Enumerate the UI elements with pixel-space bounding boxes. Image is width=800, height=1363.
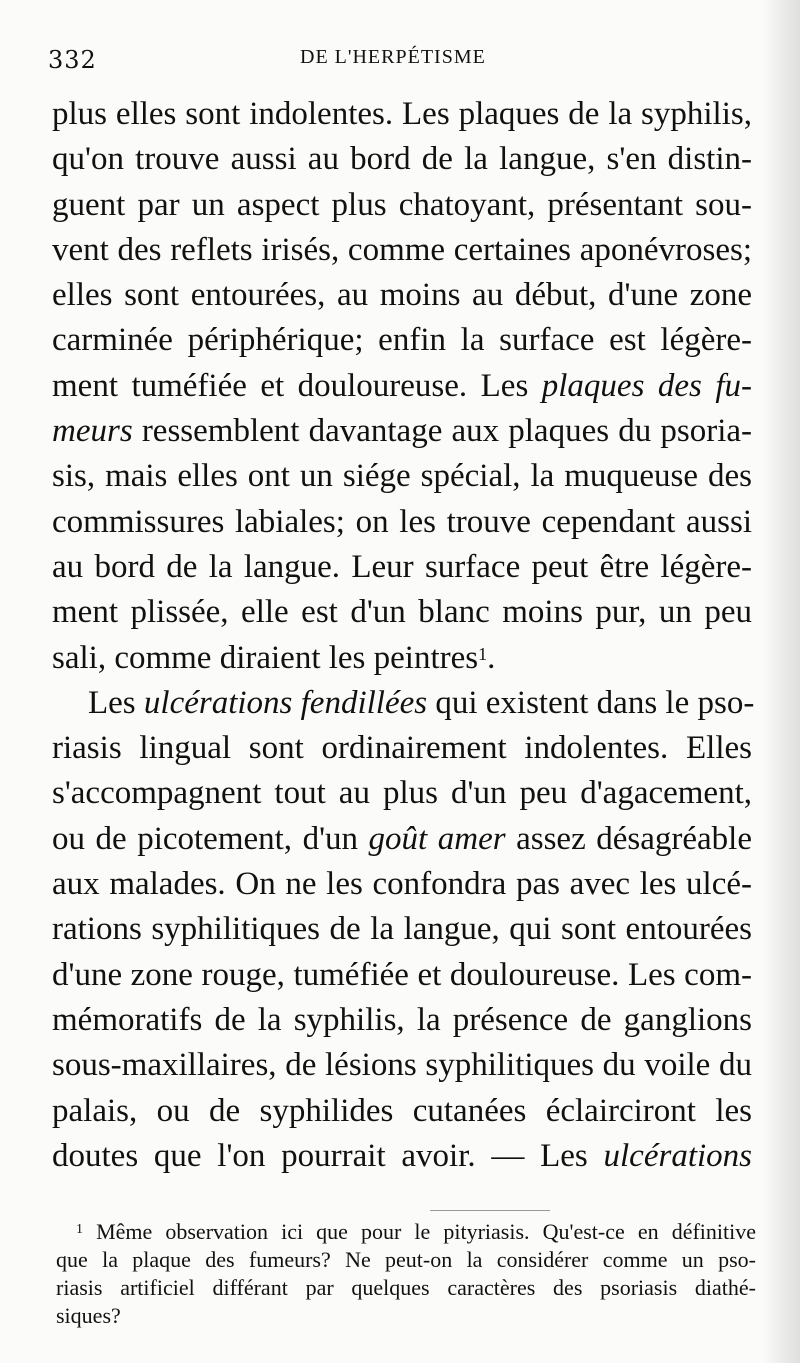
footnote-line — [56, 1302, 756, 1330]
body-line — [52, 92, 752, 137]
text-run: commissures labiales; on les trouve cependant aussi — [52, 503, 752, 540]
body-line — [52, 907, 752, 952]
footnote-marker: 1 — [478, 643, 488, 664]
text-run: qui existent dans le pso- — [427, 684, 755, 721]
body-line — [52, 1089, 752, 1134]
body-line — [52, 545, 752, 590]
footnote-line — [56, 1246, 756, 1274]
body-line — [52, 1043, 752, 1088]
text-run: doutes que l'on pourrait avoir. — Les — [52, 1137, 604, 1174]
text-run: sous-maxillaires, de lésions syphilitiques du voile du — [52, 1047, 752, 1084]
body-line — [52, 500, 752, 545]
body-line — [52, 318, 752, 363]
footnotes — [56, 1218, 756, 1330]
text-run: qu'on trouve aussi au bord de la langue, s'en distin- — [52, 141, 752, 178]
body-line — [52, 953, 752, 998]
body-line — [52, 137, 752, 182]
text-run: sis, mais elles ont un siége spécial, la muqueuse des — [52, 458, 752, 495]
text-run: d'une zone rouge, tuméfiée et douloureuse. Les com- — [52, 956, 752, 993]
page-number: 332 — [48, 46, 97, 74]
body-line — [52, 681, 755, 726]
text-run: au bord de la langue. Leur surface peut être légère- — [52, 548, 752, 585]
body-line — [52, 409, 752, 454]
text-run: guent par un aspect plus chatoyant, présentant sou- — [52, 186, 752, 223]
running-head: DE L'HERPÉTISME — [300, 46, 486, 68]
text-run: riasis lingual sont ordinairement indolentes. Elles — [52, 730, 752, 767]
text-run: Même observation ici que pour le pityriasis. Qu'est-ce en définitive — [83, 1219, 756, 1244]
body-line — [52, 454, 752, 499]
text-run: plus elles sont indolentes. Les plaques de la syphilis, — [52, 96, 752, 132]
body-line — [52, 1134, 752, 1179]
text-run: ou de picotement, d'un — [52, 820, 369, 857]
italic-text: goût amer — [368, 820, 506, 857]
body-line — [52, 862, 752, 907]
text-run: siques? — [56, 1303, 121, 1328]
text-run: Les — [88, 684, 144, 721]
text-run: assez désagréable — [505, 820, 752, 857]
footnote-marker: 1 — [76, 1222, 83, 1237]
italic-text: ulcérations fendillées — [143, 684, 428, 721]
body-line — [52, 364, 752, 409]
body-line — [52, 228, 752, 273]
text-run: ment plissée, elle est d'un blanc moins pur, un peu — [52, 594, 752, 631]
text-run: s'accompagnent tout au plus d'un peu d'agacement, — [52, 775, 752, 812]
text-run: ment tuméfiée et douloureuse. Les — [52, 367, 542, 404]
italic-text: ulcérations — [603, 1137, 752, 1174]
italic-text: plaques des fu- — [541, 367, 752, 404]
footnote-line — [56, 1218, 756, 1246]
page-edge-shadow — [762, 0, 800, 1363]
text-run: . — [487, 639, 496, 676]
text-run: carminée périphérique; enfin la surface est légère- — [52, 322, 752, 359]
body-line — [52, 636, 752, 681]
italic-text: meurs — [52, 413, 133, 450]
body-line — [52, 273, 752, 318]
text-run: sali, comme diraient les peintres — [52, 639, 479, 676]
text-run: rations syphilitiques de la langue, qui sont entourées — [52, 911, 752, 948]
text-run: vent des reflets irisés, comme certaines aponévroses; — [52, 231, 752, 268]
body-line — [52, 998, 752, 1043]
text-run: palais, ou de syphilides cutanées éclairciront les — [52, 1092, 752, 1129]
text-run: mémoratifs de la syphilis, la présence de ganglions — [52, 1001, 752, 1038]
body-line — [52, 726, 752, 771]
footnote-divider — [430, 1210, 550, 1211]
footnote-line — [56, 1274, 756, 1302]
page-header — [48, 40, 760, 80]
text-run: riasis artificiel différant par quelques caractères des psoriasis diathé- — [56, 1275, 756, 1300]
body-line — [52, 183, 752, 228]
body-text — [52, 92, 755, 1179]
body-line — [52, 771, 752, 816]
text-run: elles sont entourées, au moins au début, d'une zone — [52, 277, 752, 314]
text-run: que la plaque des fumeurs? Ne peut-on la considérer comme un pso- — [56, 1247, 756, 1272]
body-line — [52, 590, 752, 635]
text-run: ressemblent davantage aux plaques du psoria- — [132, 413, 752, 450]
text-run: aux malades. On ne les confondra pas avec les ulcé- — [52, 866, 752, 903]
body-line — [52, 817, 752, 862]
